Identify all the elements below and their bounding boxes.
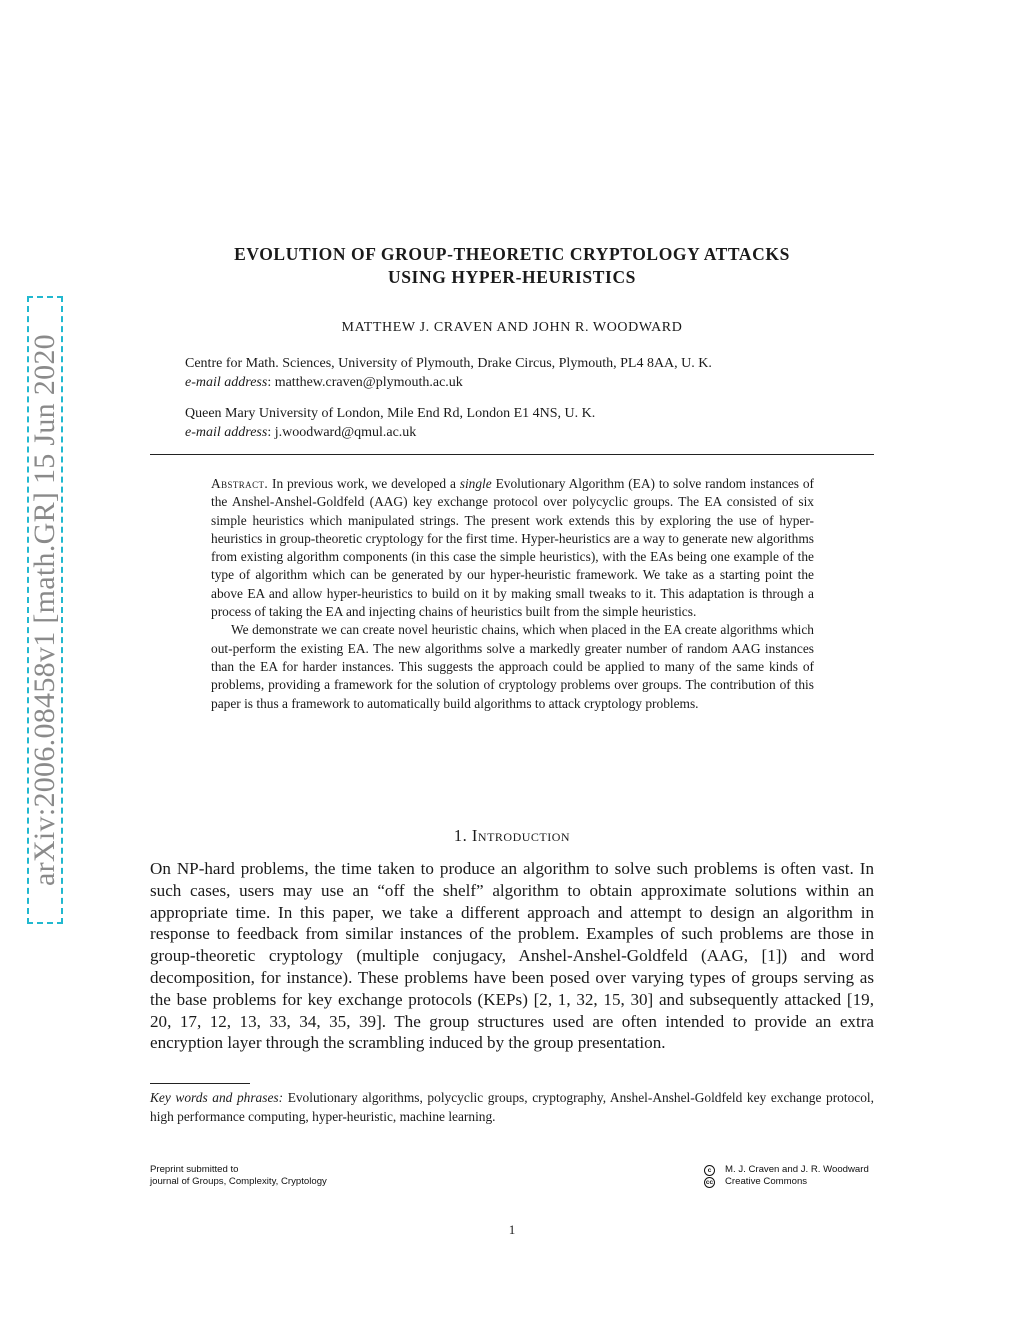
affiliation-1-address: Centre for Math. Sciences, University of Plymouth, Drake Circus, Plymouth, PL4 8AA, U. K. (185, 356, 712, 371)
page-number: 1 (508, 1222, 516, 1237)
arxiv-stamp-text: arXiv:2006.08458v1 [math.GR] 15 Jun 2020 (28, 334, 61, 886)
title-line-2: USING HYPER-HEURISTICS (387, 267, 637, 287)
introduction-paragraph: On NP-hard problems, the time taken to produce an algorithm to solve such problems is often vast. In such cases, users may use an “off the shelf” algorithm to obtain approximate solutions within an appropriate time. In this paper, we take a different approach and attempt to design an algorithm in response to feedback from similar instances of the problem. Examples of such problems are those in group-theoretic cryptology (multiple conjugacy, Anshel-Anshel-Goldfeld (AAG, [1]) and word decomposition, for instance). These problems have been posed over varying types of groups serving as the base problems for key exchange protocols (KEPs) [2, 1, 32, 15, 30] and subsequently attacked [19, 20, 17, 12, 13, 33, 34, 35, 39]. The group structures used are often intended to provide an extra encryption layer through the scrambling induced by the group presentation. (150, 859, 874, 1053)
keywords-text: Evolutionary algorithms, polycyclic groups, cryptography, Anshel-Anshel-Goldfeld key exchange protocol, high performance computing, hyper-heuristic, machine learning. (150, 1090, 874, 1124)
header-rule (150, 454, 874, 455)
abstract-heading: Abstract. (211, 476, 269, 491)
creative-commons-icon: cc (705, 1178, 714, 1186)
cc-text: Creative Commons (725, 1176, 808, 1187)
footnote-rule (150, 1083, 250, 1084)
affiliation-1-email-row (185, 373, 712, 392)
affiliation-2 (185, 404, 595, 442)
copyright-text: M. J. Craven and J. R. Woodward (725, 1164, 869, 1175)
abstract-text-start: In previous work, we developed a (271, 476, 456, 491)
keywords-label: Key words and phrases: (150, 1090, 284, 1105)
affiliation-2-email-row (185, 423, 595, 442)
copyright-row (704, 1164, 869, 1176)
section-title: Introduction (471, 826, 571, 845)
keywords (150, 1088, 874, 1126)
abstract-text-rest: Evolutionary Algorithm (EA) to solve random instances of the Anshel-Anshel-Goldfeld (AAG) key exchange protocol over polycyclic groups. The EA consisted of six simple heuristics which manipulated strings. The present work extends this by exploring the use of hyper-heuristics in group-theoretic cryptology for the first time. Hyper-heuristics are a way to generate new algorithms from existing algorithm components (in this case the simple heuristics), with the EAs being one example of the type of algorithm which can be generated by our hyper-heuristic framework. We take as a starting point the above EA and allow hyper-heuristics to build on it by making small tweaks to it. This adaptation is through a process of taking the EA and injecting chains of heuristics built from the simple heuristics. (211, 476, 814, 620)
section-number: 1. (453, 826, 468, 845)
copyright-icon: c (704, 1165, 715, 1176)
license-block (704, 1164, 869, 1188)
email-label: e-mail address (185, 425, 268, 440)
abstract (211, 475, 814, 713)
arxiv-stamp (27, 296, 63, 924)
authors: MATTHEW J. CRAVEN AND JOHN R. WOODWARD (341, 320, 683, 335)
paper-title (150, 243, 874, 289)
section-heading (150, 826, 874, 846)
email-label: e-mail address (185, 375, 268, 390)
affiliation-2-email: : j.woodward@qmul.ac.uk (267, 425, 417, 440)
preprint-line-1: Preprint submitted to (150, 1164, 239, 1175)
abstract-paragraph-1 (211, 475, 814, 621)
cc-row (704, 1176, 869, 1188)
affiliation-2-address: Queen Mary University of London, Mile End Rd, London E1 4NS, U. K. (185, 406, 596, 421)
abstract-paragraph-2: We demonstrate we can create novel heuristic chains, which when placed in the EA create algorithms which out-perform the existing EA. The new algorithms solve a markedly greater number of random AAG instances than the EA for harder instances. This suggests the approach could be applied to many of the same kinds of problems, providing a framework for the solution of cryptology problems over groups. The contribution of this paper is thus a framework to automatically build algorithms to attack cryptology problems. (211, 622, 814, 711)
affiliation-1-email: : matthew.craven@plymouth.ac.uk (267, 375, 463, 390)
preprint-note (150, 1164, 327, 1188)
affiliation-1 (185, 354, 712, 392)
preprint-line-2: journal of Groups, Complexity, Cryptology (150, 1176, 327, 1187)
abstract-emphasis: single (459, 476, 492, 491)
title-line-1: EVOLUTION OF GROUP-THEORETIC CRYPTOLOGY ATTACKS (234, 244, 790, 264)
